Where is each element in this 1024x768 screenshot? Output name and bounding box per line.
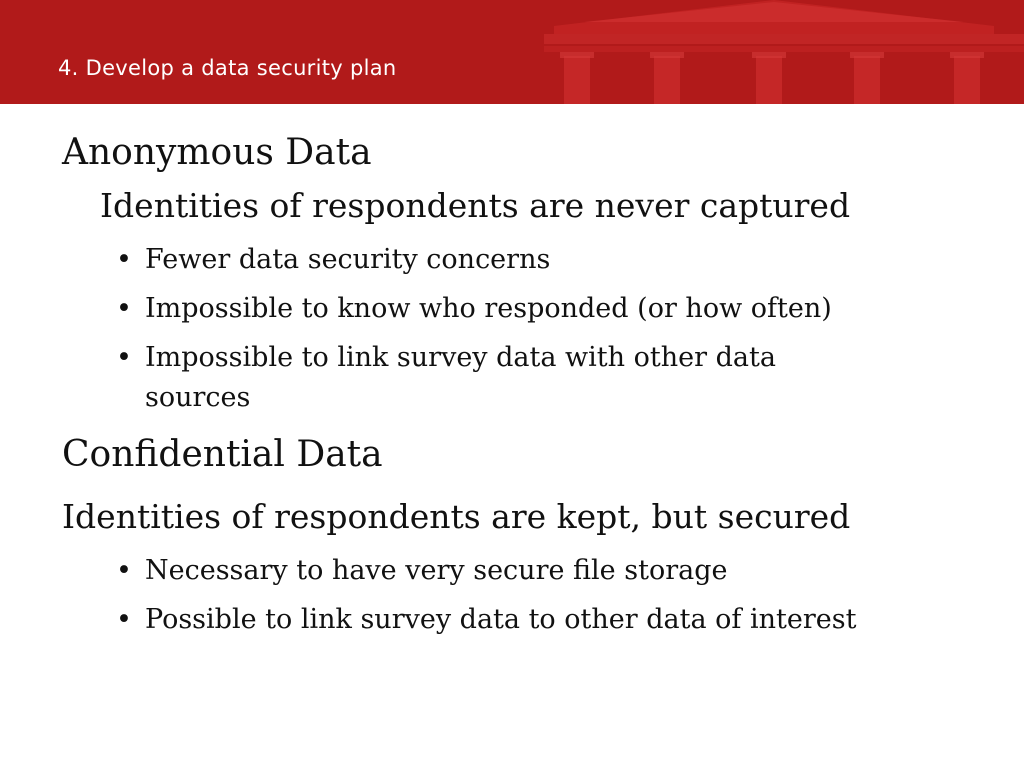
list-item-text: Possible to link survey data to other data of interest bbox=[145, 604, 857, 635]
section-subheading-confidential: Identities of respondents are kept, but secured bbox=[62, 497, 851, 536]
list-item bbox=[116, 289, 936, 329]
bullet-icon: • bbox=[116, 555, 132, 586]
bullet-icon: • bbox=[116, 244, 132, 275]
list-item bbox=[116, 338, 856, 418]
list-item bbox=[116, 240, 936, 280]
list-item-text: Fewer data security concerns bbox=[145, 244, 551, 275]
list-item bbox=[116, 551, 936, 591]
section-subheading-anonymous: Identities of respondents are never captured bbox=[100, 186, 851, 225]
section-heading-confidential: Confidential Data bbox=[62, 434, 383, 475]
section-heading-anonymous: Anonymous Data bbox=[62, 132, 372, 173]
list-item-text: Necessary to have very secure file storage bbox=[145, 555, 728, 586]
list-item bbox=[116, 600, 936, 640]
bullet-icon: • bbox=[116, 293, 132, 324]
list-item-text: Impossible to link survey data with other data sources bbox=[145, 342, 776, 413]
list-item-text: Impossible to know who responded (or how often) bbox=[145, 293, 832, 324]
bullet-icon: • bbox=[116, 342, 132, 373]
slide-title: 4. Develop a data security plan bbox=[58, 56, 397, 80]
bullet-icon: • bbox=[116, 604, 132, 635]
